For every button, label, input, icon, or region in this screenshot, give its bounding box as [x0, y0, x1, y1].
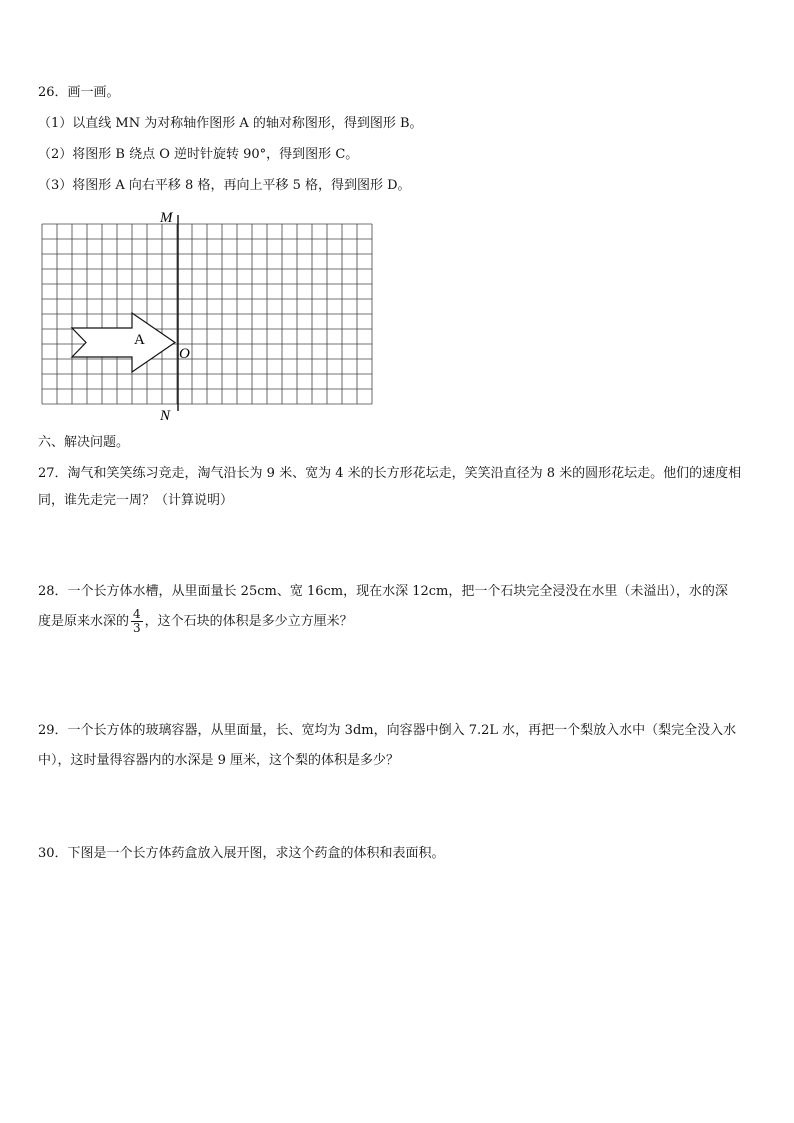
q28-line2-after: ，这个石块的体积是多少立方厘米？ [144, 614, 353, 629]
q28-fraction-numerator: 4 [133, 607, 141, 621]
q29-text: 29．一个长方体的玻璃容器，从里面量，长、宽均为 3dm，向容器中倒入 7.2L 水，再把一个梨放入水中（梨完全没入水中），这时量得容器内的水深是 9 厘米，这个梨的体积是多少？ [38, 723, 737, 768]
label-n: N [160, 408, 171, 424]
label-o: O [179, 346, 190, 362]
q28-line1: 28．一个长方体水槽，从里面量长 25cm、宽 16cm，现在水深 12cm，把一个石块完全浸没在水里（未溢出），水的深 [38, 584, 728, 599]
grid-lines [42, 224, 372, 404]
label-m: M [160, 210, 173, 226]
q27-text: 27．淘气和笑笑练习竞走，淘气沿长为 9 米、宽为 4 米的长方形花坛走，笑笑沿直径为 8 米的圆形花坛走。他们的速度相同，谁先走完一周？（计算说明） [38, 466, 742, 508]
q26-item-1: （1）以直线 MN 为对称轴作图形 A 的轴对称图形，得到图形 B。 [38, 116, 423, 131]
shape-a [72, 313, 175, 372]
grid-figure [38, 205, 383, 430]
q28-line2-before: 度是原来水深的 [38, 614, 130, 629]
section-6-heading: 六、解决问题。 [38, 435, 130, 450]
q26-item-2: （2）将图形 B 绕点 O 逆时针旋转 90°，得到图形 C。 [38, 147, 359, 162]
label-a: A [134, 332, 145, 348]
q28-fraction-denominator: 3 [133, 621, 141, 635]
q26-item-3: （3）将图形 A 向右平移 8 格，再向上平移 5 格，得到图形 D。 [38, 178, 411, 193]
q28-line2 [38, 607, 353, 637]
q30-text: 30．下图是一个长方体药盒放入展开图，求这个药盒的体积和表面积。 [38, 846, 445, 861]
q28-fraction [131, 608, 143, 635]
q26-title: 26．画一画。 [38, 85, 120, 100]
